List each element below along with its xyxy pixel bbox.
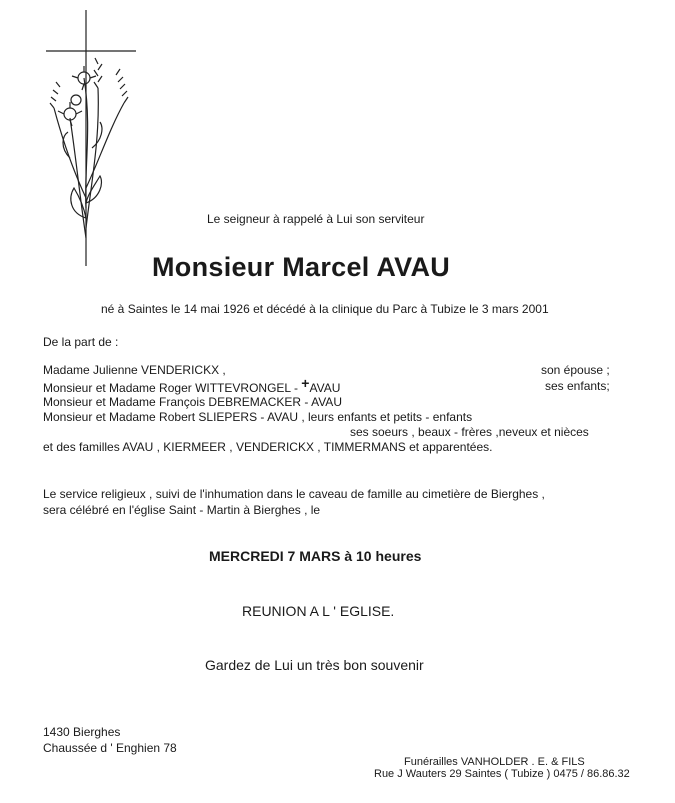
service-date: MERCREDI 7 MARS à 10 heures: [209, 548, 422, 564]
family-line-5: ses soeurs , beaux - frères ,neveux et nièces: [350, 425, 589, 439]
family-line-2-post: AVAU: [309, 381, 341, 395]
family-line-2-pre: Monsieur et Madame Roger WITTEVRONGEL -: [43, 381, 302, 395]
cross-with-flowers-icon: [40, 8, 140, 270]
funeral-home-address: Rue J Wauters 29 Saintes ( Tubize ) 0475 / 86.86.32: [374, 768, 630, 780]
from-label: De la part de :: [43, 335, 119, 349]
birth-death-line: né à Saintes le 14 mai 1926 et décédé à la clinique du Parc à Tubize le 3 mars 2001: [101, 302, 549, 316]
family-line-4: Monsieur et Madame Robert SLIEPERS - AVAU , leurs enfants et petits - enfants: [43, 410, 473, 424]
family-line-1: Madame Julienne VENDERICKX ,: [43, 363, 226, 377]
service-line-1: Le service religieux , suivi de l'inhumation dans le caveau de famille au cimetière de Bierghes ,: [43, 487, 545, 501]
remember-text: Gardez de Lui un très bon souvenir: [205, 657, 424, 673]
funeral-home-name: Funérailles VANHOLDER . E. & FILS: [404, 756, 585, 768]
address-line-2: Chaussée d ' Enghien 78: [43, 741, 177, 755]
family-line-6: et des familles AVAU , KIERMEER , VENDERICKX , TIMMERMANS et apparentées.: [43, 440, 493, 454]
family-role-children: ses enfants;: [545, 379, 610, 393]
family-line-2: [43, 375, 341, 395]
family-role-spouse: son épouse ;: [541, 363, 610, 377]
deceased-name: Monsieur Marcel AVAU: [152, 252, 451, 282]
family-line-3: Monsieur et Madame François DEBREMACKER - AVAU: [43, 395, 342, 409]
intro-text: Le seigneur à rappelé à Lui son serviteur: [207, 212, 425, 226]
service-line-2: sera célébré en l'église Saint - Martin à Bierghes , le: [43, 503, 321, 517]
dagger-symbol: +: [301, 375, 310, 391]
address-line-1: 1430 Bierghes: [43, 725, 121, 739]
meeting-text: REUNION A L ' EGLISE.: [242, 603, 395, 619]
